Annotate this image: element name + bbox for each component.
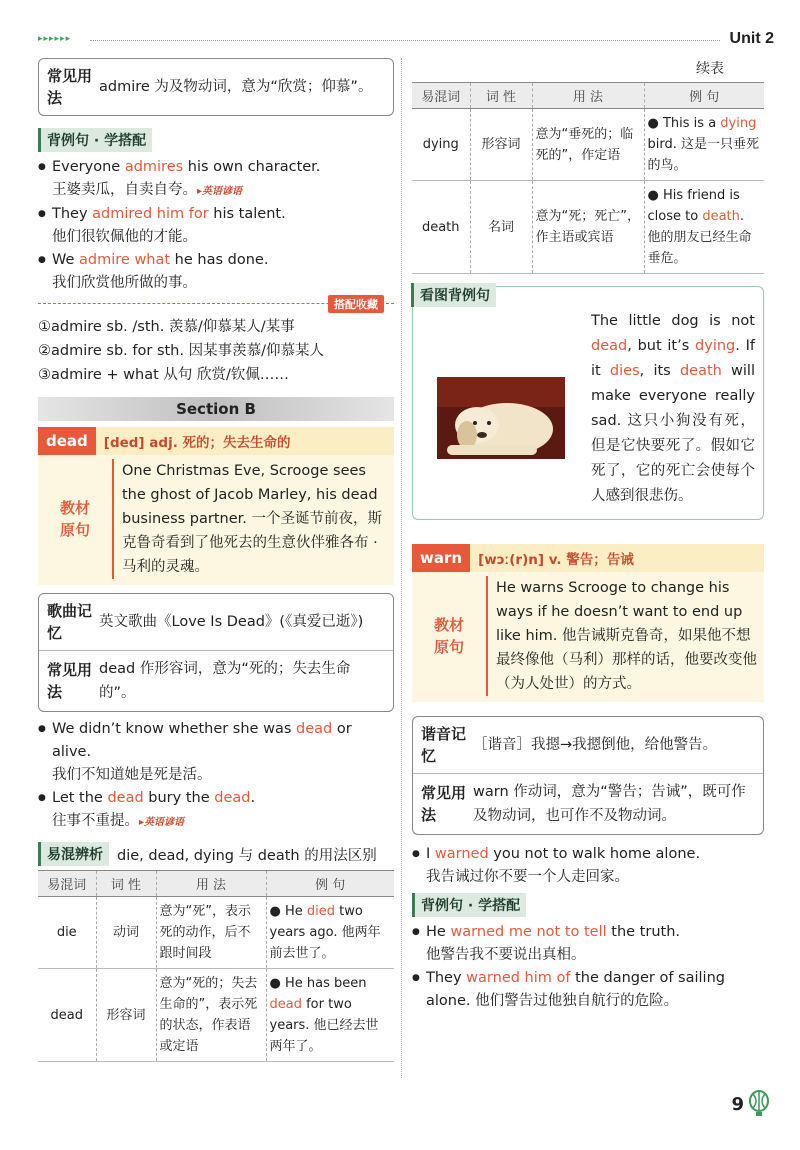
table-continued: 续表 bbox=[696, 61, 724, 77]
table-row: dead 形容词 意为“死的；失去生命的”，表示死的状态，作表语或定语 ● He has been dead for two years. 他已经去世两年了。 bbox=[38, 969, 394, 1062]
collocation-divider bbox=[38, 298, 394, 315]
orig-key: 教材 原句 bbox=[38, 459, 114, 579]
example-en: ● We didn’t know whether she was dead or alive. bbox=[38, 718, 394, 764]
column-divider bbox=[401, 58, 402, 1078]
usage-text: dead 作形容词，意为“死的；失去生命的”。 bbox=[99, 661, 351, 701]
warn-memory-box bbox=[412, 716, 764, 835]
example-cn: 他警告我不要说出真相。 bbox=[426, 947, 586, 963]
orig-text: He warns Scrooge to change his ways if he doesn’t want to end up like him. 他告诫斯克鲁奇，如果他不想最终像他（马利）那样的话，他要改变他（为人处世）的方式。 bbox=[496, 580, 757, 692]
table-header: 例 句 bbox=[644, 83, 764, 109]
header-rule bbox=[90, 40, 720, 41]
memory-key: 谐音记忆 bbox=[421, 725, 467, 765]
collocation-item: ①admire sb. /sth. 羡慕/仰慕某人/某事 bbox=[38, 319, 295, 335]
table-header: 例 句 bbox=[266, 871, 394, 897]
confusion-title: die, dead, dying 与 death 的用法区别 bbox=[117, 847, 377, 864]
example-en: ● I warned you not to walk home alone. bbox=[412, 843, 764, 866]
dead-memory-box bbox=[38, 593, 394, 712]
memory-text: 英文歌曲《Love Is Dead》(《真爱已逝》) bbox=[99, 614, 364, 630]
word-pronunciation: [ded] adj. 死的；失去生命的 bbox=[103, 435, 291, 451]
proverb-stamp: ▸英语谚语 bbox=[197, 186, 243, 197]
example-en: ● He warned me not to tell the truth. bbox=[412, 921, 764, 944]
dog-image bbox=[437, 377, 565, 459]
confusion-heading bbox=[38, 842, 394, 866]
example-cn: 他们很钦佩他的才能。 bbox=[52, 229, 197, 245]
header-arrows: ▸▸▸▸▸▸ bbox=[38, 34, 72, 44]
example-en: ● Everyone admires his own character. bbox=[38, 156, 394, 179]
collocation-item: ②admire sb. for sth. 因某事羡慕/仰慕某人 bbox=[38, 343, 324, 359]
picture-tag: 看图背例句 bbox=[411, 283, 496, 307]
admire-usage-box bbox=[38, 58, 394, 116]
memory-text: ［谐音］我摁→我摁倒他，给他警告。 bbox=[473, 737, 718, 753]
orig-text: One Christmas Eve, Scrooge sees the ghost of Jacob Marley, his dead business partner. 一个圣诞节前夜，斯克鲁奇看到了他死去的生意伙伴雅各布 · 马利的灵魂。 bbox=[122, 463, 383, 575]
word-header-dead bbox=[38, 427, 394, 455]
usage-key: 常见用法 bbox=[47, 661, 93, 701]
picture-text: The little dog is not dead, but it’s dying. If it dies, its death will make everyone really sad. 这只小狗没有死，但是它快要死了。假如它死了，它的死亡会使每个人感到很悲伤。 bbox=[591, 313, 755, 504]
collocation-list bbox=[38, 315, 394, 387]
dead-examples bbox=[38, 718, 394, 834]
example-cn: 我告诫过你不要一个人走回家。 bbox=[426, 869, 629, 885]
confusion-tag: 易混辨析 bbox=[38, 842, 109, 866]
table-row: death 名词 意为“死；死亡”，作主语或宾语 ● His friend is close to death. 他的朋友已经生命垂危。 bbox=[412, 181, 764, 274]
word-badge: warn bbox=[412, 544, 470, 572]
unit-label: Unit 2 bbox=[729, 30, 774, 47]
page-number: 9 bbox=[731, 1090, 770, 1118]
admire-examples bbox=[38, 156, 394, 295]
confusion-table bbox=[38, 870, 394, 1062]
picture-example-box bbox=[412, 286, 764, 520]
table-row: dying 形容词 意为“垂死的；临死的”，作定语 ● This is a dying bird. 这是一只垂死的鸟。 bbox=[412, 109, 764, 181]
examples-tag: 背例句 · 学搭配 bbox=[38, 128, 152, 152]
word-header-warn bbox=[412, 544, 764, 572]
warn-collocation-examples bbox=[412, 921, 764, 1013]
usage-text: admire 为及物动词，意为“欣赏；仰慕”。 bbox=[99, 79, 373, 95]
word-badge: dead bbox=[38, 427, 96, 455]
word-pronunciation: [wɔː(r)n] v. 警告；告诫 bbox=[478, 552, 634, 568]
example-en: ● Let the dead bury the dead. bbox=[38, 787, 394, 810]
table-header: 用 法 bbox=[532, 83, 644, 109]
orig-key: 教材 原句 bbox=[412, 576, 488, 696]
usage-text: warn 作动词，意为“警告；告诫”，既可作及物动词，也可作不及物动词。 bbox=[473, 784, 746, 824]
examples-tag: 背例句 · 学搭配 bbox=[412, 893, 526, 917]
table-header: 词 性 bbox=[96, 871, 156, 897]
confusion-table-cont bbox=[412, 82, 764, 274]
usage-key: 常见用法 bbox=[47, 67, 93, 107]
proverb-stamp: ▸英语谚语 bbox=[139, 817, 185, 828]
left-column bbox=[38, 58, 394, 1062]
example-cn: 我们欣赏他所做的事。 bbox=[52, 275, 197, 291]
textbook-original-sentence bbox=[38, 455, 394, 585]
balloon-icon bbox=[748, 1090, 770, 1118]
memory-key: 歌曲记忆 bbox=[47, 602, 93, 642]
example-cn: 往事不重提。▸英语谚语 bbox=[38, 810, 394, 834]
warn-examples bbox=[412, 843, 764, 889]
example-en: ● They admired him for his talent. bbox=[38, 203, 394, 226]
example-cn: 王婆卖瓜，自卖自夸。▸英语谚语 bbox=[38, 179, 394, 203]
example-en: ● We admire what he has done. bbox=[38, 249, 394, 272]
section-heading: Section B bbox=[38, 397, 394, 421]
textbook-original-sentence bbox=[412, 572, 764, 702]
example-cn: 我们不知道她是死是活。 bbox=[52, 767, 212, 783]
right-column bbox=[412, 58, 764, 1013]
collocation-item: ③admire + what 从句 欣赏/钦佩…… bbox=[38, 367, 289, 383]
table-row: die 动词 意为“死”，表示死的动作，后不跟时间段 ● He died two years ago. 他两年前去世了。 bbox=[38, 897, 394, 969]
table-header: 用 法 bbox=[156, 871, 266, 897]
table-header: 易混词 bbox=[38, 871, 96, 897]
example-en: ● They warned him of the danger of sailing alone. 他们警告过他独自航行的危险。 bbox=[412, 967, 764, 1013]
table-header: 易混词 bbox=[412, 83, 470, 109]
collocation-tag: 搭配收藏 bbox=[328, 295, 384, 313]
usage-key: 常见用法 bbox=[421, 784, 467, 824]
table-header: 词 性 bbox=[470, 83, 532, 109]
